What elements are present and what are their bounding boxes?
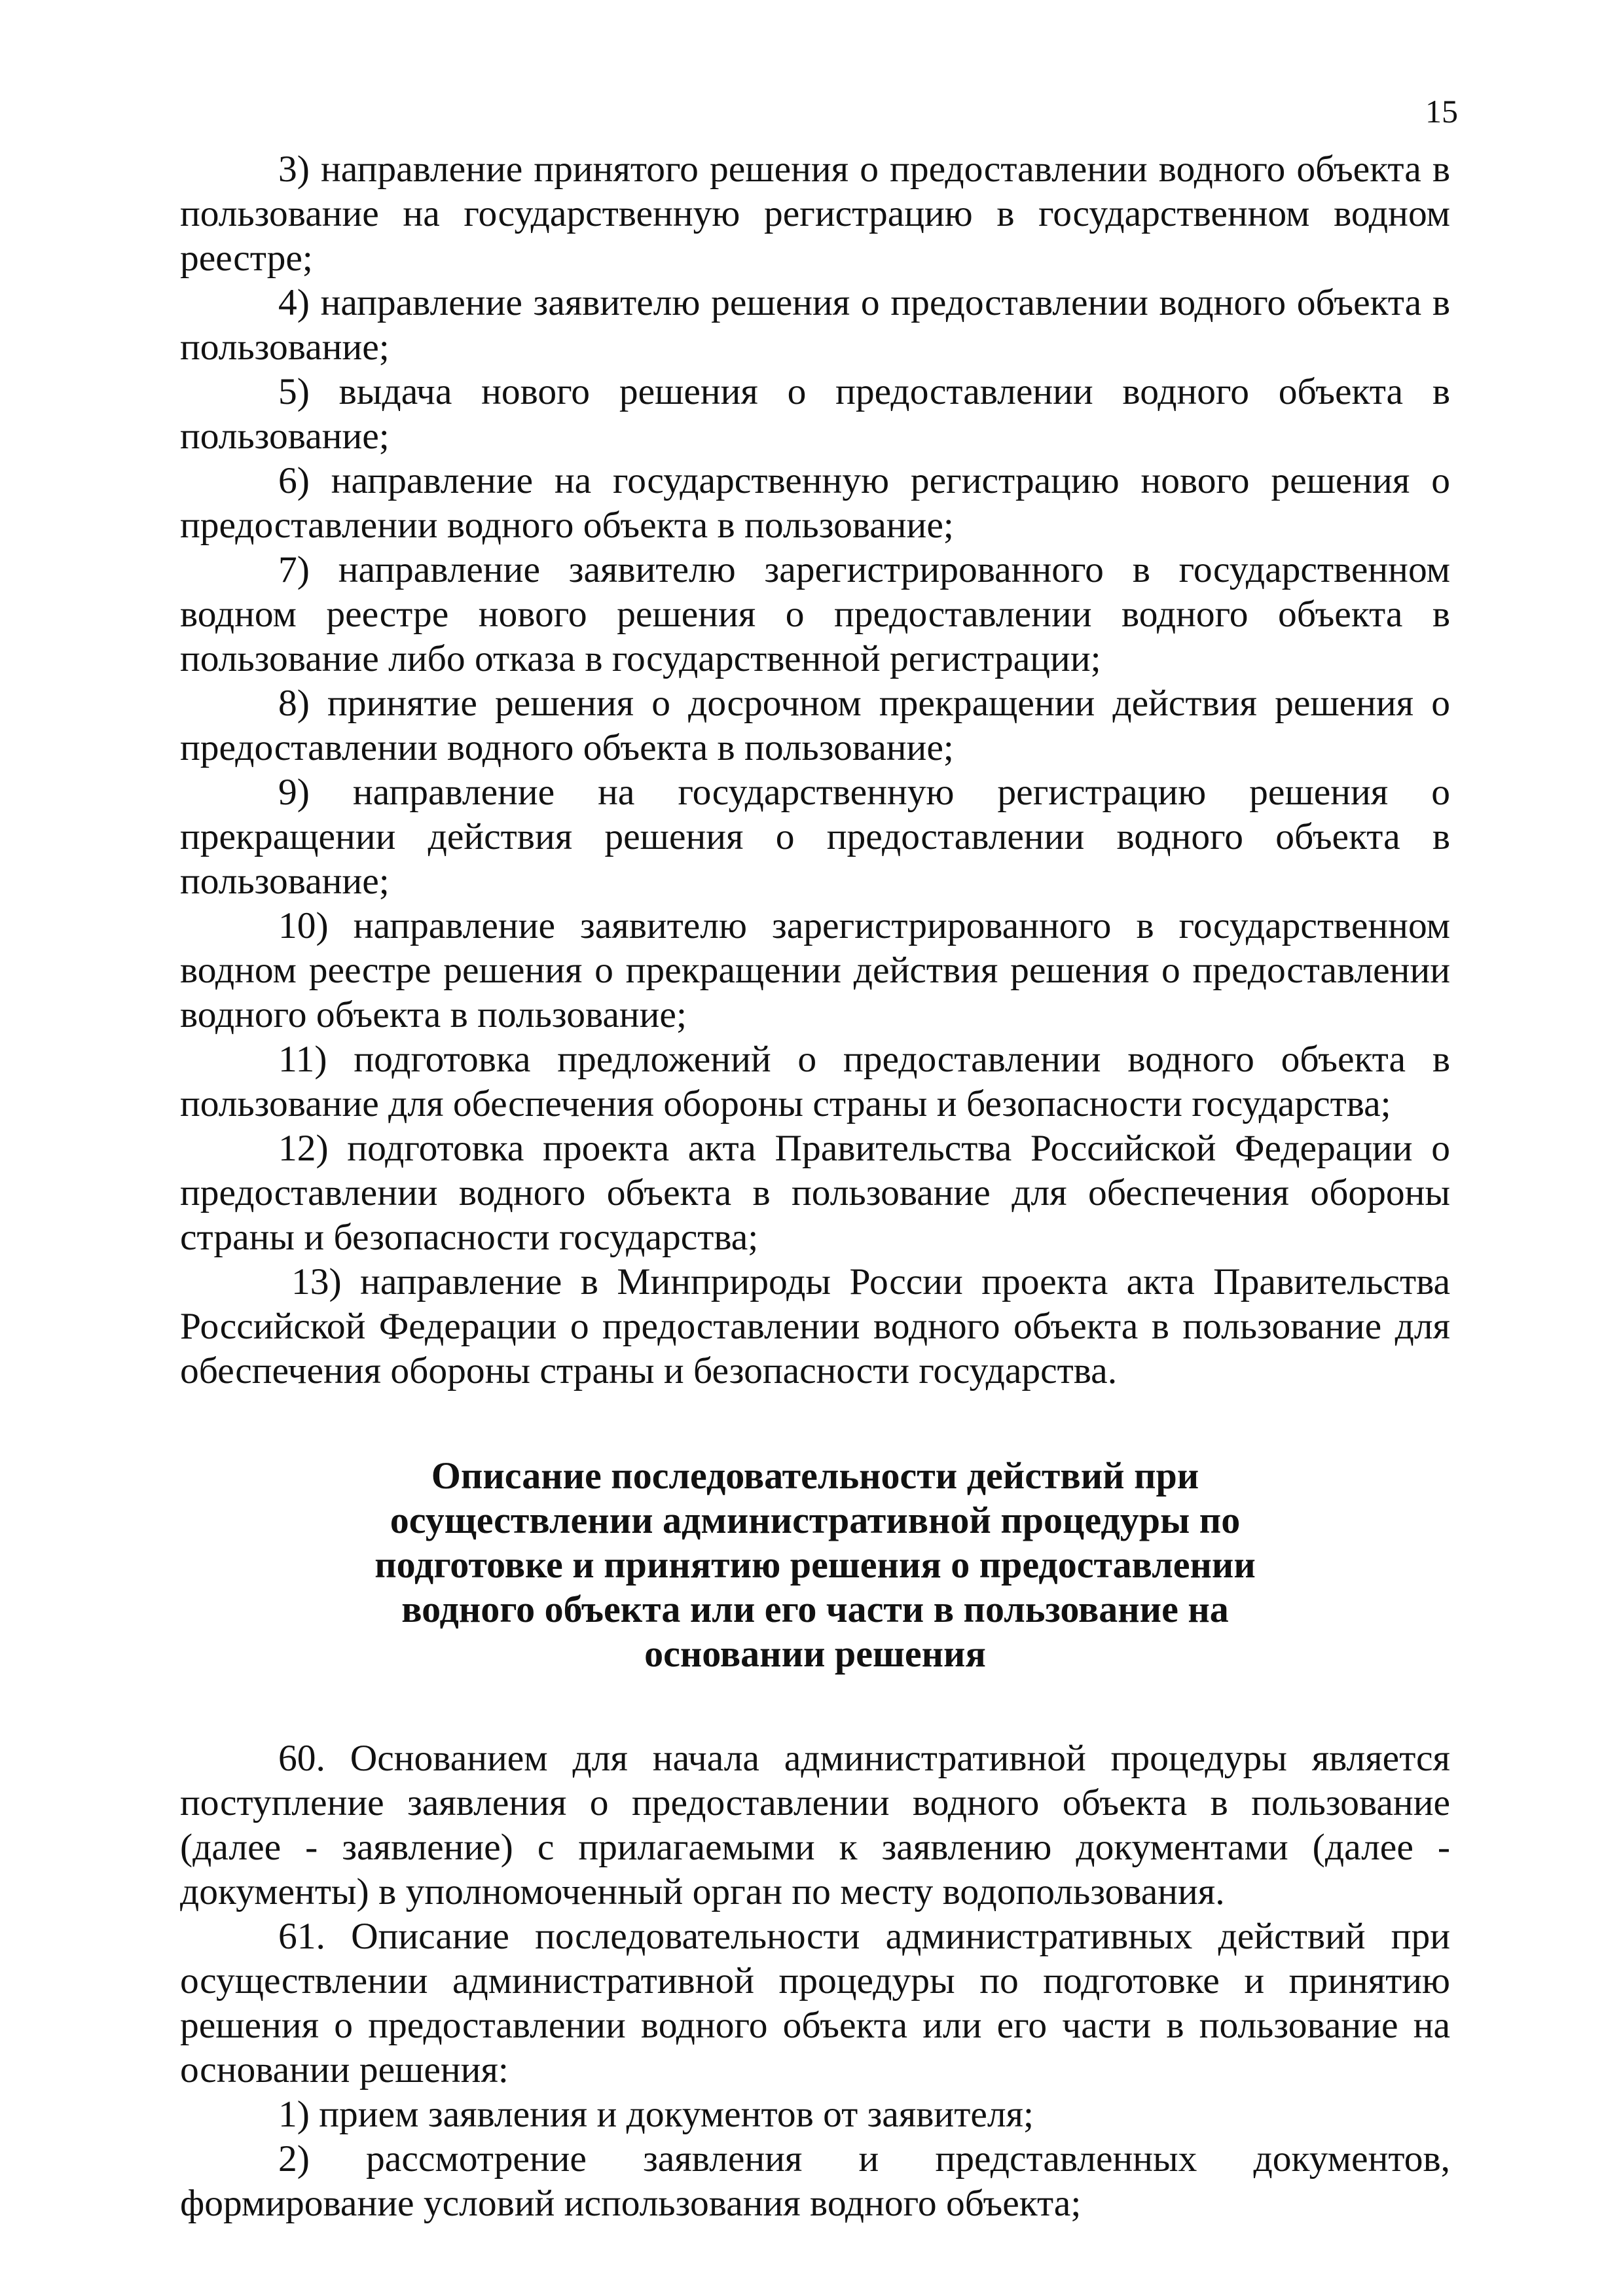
list-item: 5) выдача нового решения о предоставлении водного объекта в пользование; [180, 371, 1450, 457]
list-item: 9) направление на государственную регистрацию решения о прекращении действия решения о предоставлении водного объекта в пользование; [180, 772, 1450, 902]
list-item: 7) направление заявителю зарегистрированного в государственном водном реестре нового решения о предоставлении водного объекта в пользование либо отказа в государственной регистрации; [180, 549, 1450, 679]
paragraph-61: 61. Описание последовательности административных действий при осуществлении административной процедуры по подготовке и принятию решения о предоставлении водного объекта или его части в пользование на основании решения: [180, 1916, 1450, 2090]
list-item: 2) рассмотрение заявления и представленных документов, формирование условий использования водного объекта; [180, 2138, 1450, 2224]
list-item: 3) направление принятого решения о предоставлении водного объекта в пользование на государственную регистрацию в государственном водном реестре; [180, 149, 1450, 279]
list-item: 1) прием заявления и документов от заявителя; [278, 2094, 1034, 2135]
paragraph-60: 60. Основанием для начала административной процедуры является поступление заявления о предоставлении водного объекта в пользование (далее - заявление) с прилагаемыми к заявлению документами (далее - документы) в уполномоченный орган по месту водопользования. [180, 1738, 1450, 1912]
list-item: 12) подготовка проекта акта Правительства Российской Федерации о предоставлении водного объекта в пользование для обеспечения обороны страны и безопасности государства; [180, 1128, 1450, 1258]
section-heading: Описание последовательности действий при осуществлении административной процедуры по подготовке и принятию решения о предоставлении водного объекта или его части в пользование на основании решения [374, 1454, 1256, 1675]
page-number: 15 [1425, 93, 1458, 130]
document-body [180, 147, 1450, 2226]
list-item: 10) направление заявителю зарегистрированного в государственном водном реестре решения о прекращении действия решения о предоставлении водного объекта в пользование; [180, 905, 1450, 1035]
list-item: 6) направление на государственную регистрацию нового решения о предоставлении водного объекта в пользование; [180, 460, 1450, 546]
list-item: 8) принятие решения о досрочном прекращении действия решения о предоставлении водного объекта в пользование; [180, 683, 1450, 768]
list-item: 13) направление в Минприроды России проекта акта Правительства Российской Федерации о предоставлении водного объекта в пользование для обеспечения обороны страны и безопасности государства. [180, 1261, 1450, 1391]
list-item: 4) направление заявителю решения о предоставлении водного объекта в пользование; [180, 282, 1450, 368]
list-item: 11) подготовка предложений о предоставлении водного объекта в пользование для обеспечения обороны страны и безопасности государства; [180, 1039, 1450, 1124]
